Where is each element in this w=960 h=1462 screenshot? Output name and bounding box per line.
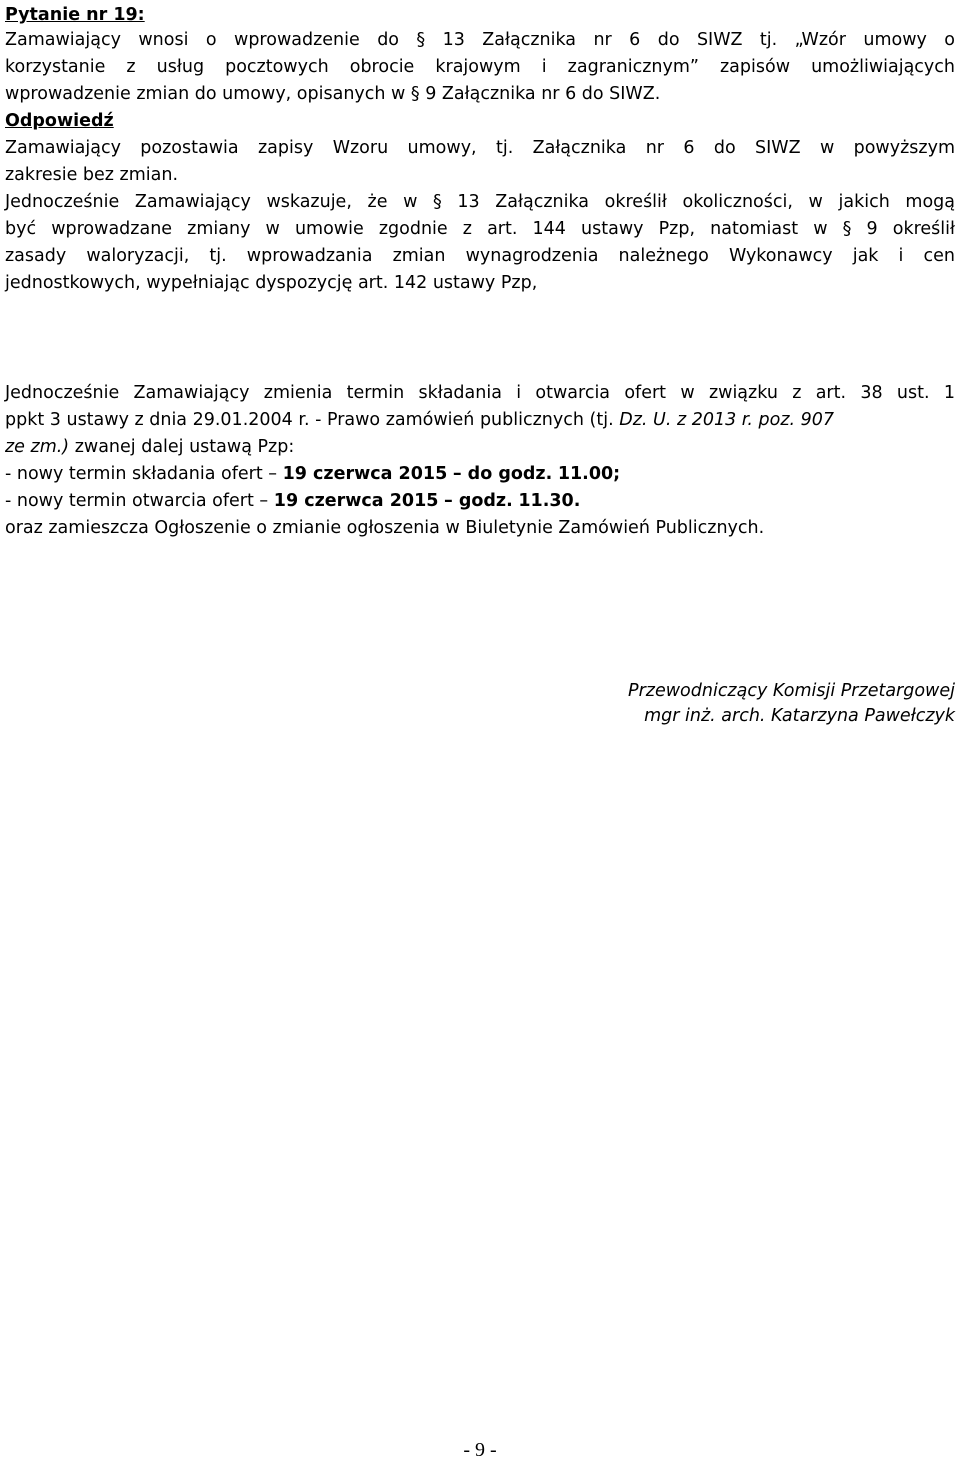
- answer-text-line-6: jednostkowych, wypełniając dyspozycję art. 142 ustawy Pzp,: [5, 273, 538, 293]
- notice-text-line-2: ppkt 3 ustawy z dnia 29.01.2004 r. - Prawo zamówień publicznych (tj. Dz. U. z 2013 r. poz. 907: [5, 410, 835, 430]
- answer-text-line-4: być wprowadzane zmiany w umowie zgodnie z art. 144 ustawy Pzp, natomiast w § 9 określił: [5, 219, 955, 239]
- opening-date: 19 czerwca 2015: [273, 491, 439, 511]
- submission-date: 19 czerwca 2015: [282, 464, 448, 484]
- notice-text-line-6: oraz zamieszcza Ogłoszenie o zmianie ogłoszenia w Biuletynie Zamówień Publicznych.: [5, 518, 765, 538]
- deadline-submission: - nowy termin składania ofert – 19 czerwca 2015 – do godz. 11.00;: [5, 464, 621, 484]
- answer-text-line-1: Zamawiający pozostawia zapisy Wzoru umowy, tj. Załącznika nr 6 do SIWZ w powyższym: [5, 138, 955, 158]
- question-heading: Pytanie nr 19:: [5, 5, 145, 25]
- answer-heading: Odpowiedź: [5, 111, 114, 131]
- signature-title: Przewodniczący Komisji Przetargowej: [628, 681, 955, 701]
- question-text-line-2: korzystanie z usług pocztowych obrocie krajowym i zagranicznym” zapisów umożliwiających: [5, 57, 955, 77]
- question-text-line-1: Zamawiający wnosi o wprowadzenie do § 13 Załącznika nr 6 do SIWZ tj. „Wzór umowy o: [5, 30, 955, 50]
- answer-text-line-3: Jednocześnie Zamawiający wskazuje, że w § 13 Załącznika określił okoliczności, w jakich mogą: [5, 192, 955, 212]
- legal-citation: Dz. U. z 2013 r. poz. 907: [619, 410, 835, 430]
- notice-text-line-1: Jednocześnie Zamawiający zmienia termin składania i otwarcia ofert w związku z art. 38 ust. 1: [5, 383, 955, 403]
- deadline-opening: - nowy termin otwarcia ofert – 19 czerwca 2015 – godz. 11.30.: [5, 491, 581, 511]
- page-number: - 9 -: [463, 1439, 497, 1461]
- submission-time: 11.00;: [557, 464, 621, 484]
- answer-text-line-5: zasady waloryzacji, tj. wprowadzania zmian wynagrodzenia należnego Wykonawcy jak i cen: [5, 246, 955, 266]
- answer-text-line-2: zakresie bez zmian.: [5, 165, 179, 185]
- signature-name: mgr inż. arch. Katarzyna Pawełczyk: [644, 706, 955, 726]
- opening-time: 11.30.: [518, 491, 581, 511]
- notice-text-line-3: ze zm.) zwanej dalej ustawą Pzp:: [5, 437, 295, 457]
- question-text-line-3: wprowadzenie zmian do umowy, opisanych w § 9 Załącznika nr 6 do SIWZ.: [5, 84, 661, 104]
- legal-citation-cont: ze zm.): [5, 437, 70, 457]
